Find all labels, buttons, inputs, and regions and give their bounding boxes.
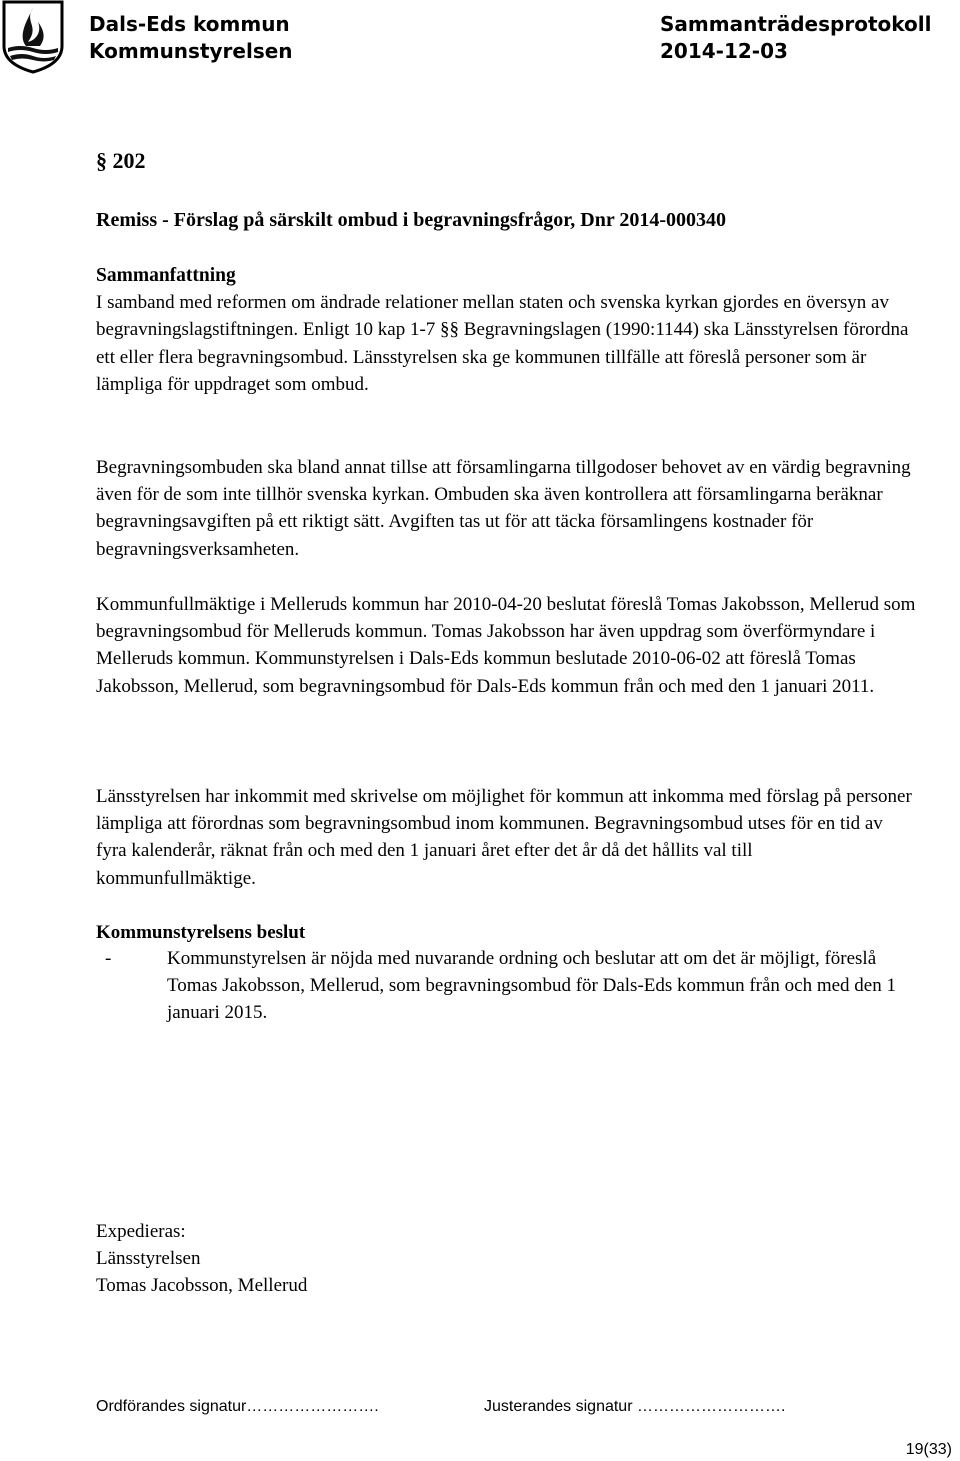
section-number: § 202 — [96, 148, 146, 173]
meeting-date: 2014-12-03 — [660, 39, 788, 63]
board-name: Kommunstyrelsen — [89, 39, 293, 63]
page-header — [0, 8, 960, 68]
dispatch-label: Expedieras: — [96, 1221, 186, 1242]
municipality-logo-icon — [0, 0, 66, 74]
adjuster-signature: Justerandes signatur ………………………. — [484, 1398, 786, 1415]
summary-block — [96, 262, 916, 398]
decision-heading: Kommunstyrelsens beslut — [96, 922, 306, 943]
document-type: Sammanträdesprotokoll — [660, 12, 932, 36]
dispatch-recipient-2: Tomas Jacobsson, Mellerud — [96, 1275, 308, 1297]
header-left — [89, 11, 293, 65]
header-right — [660, 11, 931, 65]
summary-paragraph-3: Kommunfullmäktige i Melleruds kommun har 2010-04-20 beslutat föreslå Tomas Jakobsson, Mellerud som begravningsombud för Melleruds kommun. Tomas Jakobsson har även uppdrag som överförmyndare i Melleruds kommun. Kommunstyrelsen i Dals-Eds kommun beslutade 2010-06-02 att föreslå Tomas Jakobsson, Mellerud, som begravningsombud för Dals-Eds kommun från och med den 1 januari 2011. — [96, 594, 916, 697]
dispatch-block — [96, 1218, 916, 1300]
section-title: Remiss - Förslag på särskilt ombud i begravningsfrågor, Dnr 2014-000340 — [96, 209, 727, 231]
page-number: 19(33) — [905, 1441, 952, 1458]
summary-heading: Sammanfattning — [96, 265, 236, 286]
municipality-name: Dals-Eds kommun — [89, 12, 290, 36]
summary-paragraph-1: I samband med reformen om ändrade relationer mellan staten och svenska kyrkan gjordes en översyn av begravningslagstiftningen. Enligt 10 kap 1-7 §§ Begravningslagen (1990:1144) ska Länsstyrelsen förordna ett eller flera begravningsombud. Länsstyrelsen ska ge kommunen tillfälle att föreslå personer som är lämpliga för uppdraget som ombud. — [96, 292, 909, 395]
summary-paragraph-2: Begravningsombuden ska bland annat tillse att församlingarna tillgodoser behovet av en värdig begravning även för de som inte tillhör svenska kyrkan. Ombuden ska även kontrollera att församlingarna beräknar begravningsavgiften på ett riktigt sätt. Avgiften tas ut för att täcka församlingens kostnader för begravningsverksamheten. — [96, 457, 911, 560]
decision-bullet: - — [105, 948, 112, 969]
dispatch-recipient-1: Länsstyrelsen — [96, 1248, 201, 1270]
decision-text: Kommunstyrelsen är nöjda med nuvarande ordning och beslutar att om det är möjligt, föreslå Tomas Jakobsson, Mellerud, som begravningsombud för Dals-Eds kommun från och med den 1 januari 2015. — [167, 948, 896, 1024]
summary-paragraph-4: Länsstyrelsen har inkommit med skrivelse om möjlighet för kommun att inkomma med förslag på personer lämpliga att förordnas som begravningsombud inom kommunen. Begravningsombud utses för en tid av fyra kalenderår, räknat från och med den 1 januari året efter det år då det hållits val till kommunfullmäktige. — [96, 786, 912, 889]
chair-signature: Ordförandes signatur……………………. — [96, 1398, 379, 1415]
